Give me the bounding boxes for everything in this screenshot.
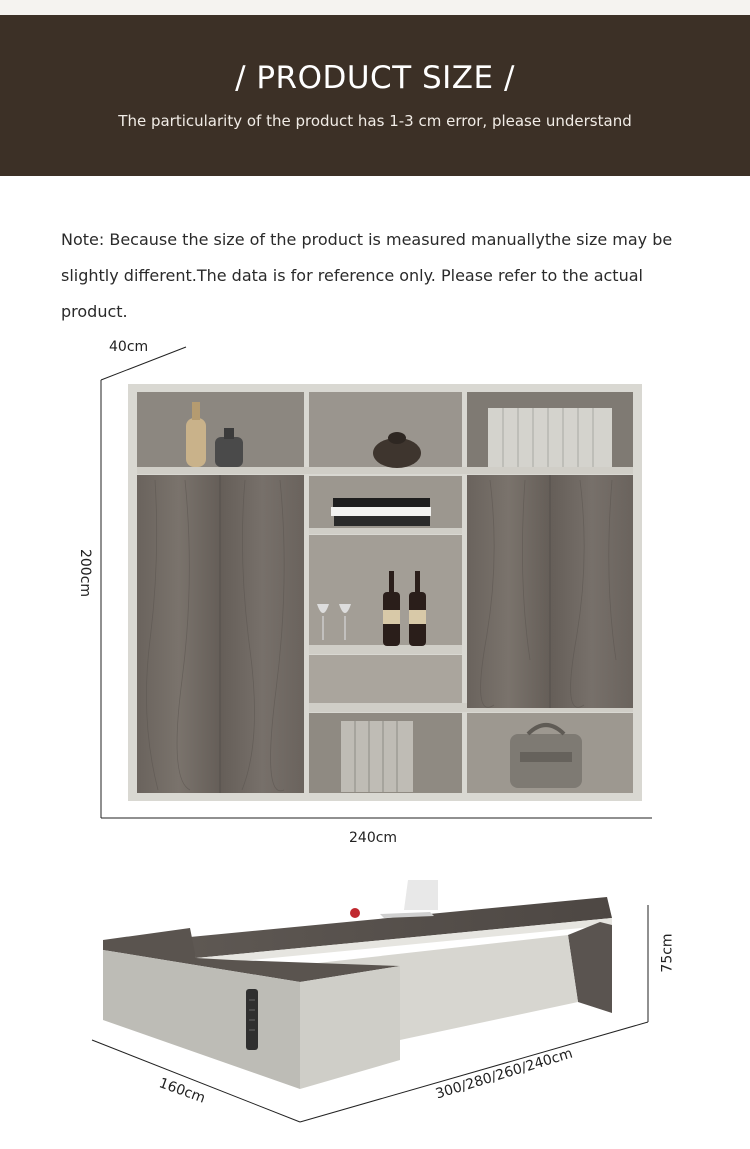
bookcase-depth-label: 40cm — [109, 339, 149, 355]
banner-title: / PRODUCT SIZE / — [235, 60, 515, 96]
measurement-note: Note: Because the size of the product is measured manuallythe size may be slightly different.The data is for reference only. Please refer to the actual product. — [61, 230, 673, 321]
bookcase-height-label: 200cm — [77, 548, 94, 598]
banner-subtitle: The particularity of the product has 1-3 cm error, please understand — [118, 112, 632, 130]
bookcase — [128, 384, 642, 801]
desk-depth-label: 160cm — [156, 1075, 208, 1107]
bookcase-width-label: 240cm — [349, 830, 398, 846]
desk-length-label: 300/280/260/240cm — [433, 1045, 575, 1103]
desk-height-label: 75cm — [659, 933, 676, 973]
